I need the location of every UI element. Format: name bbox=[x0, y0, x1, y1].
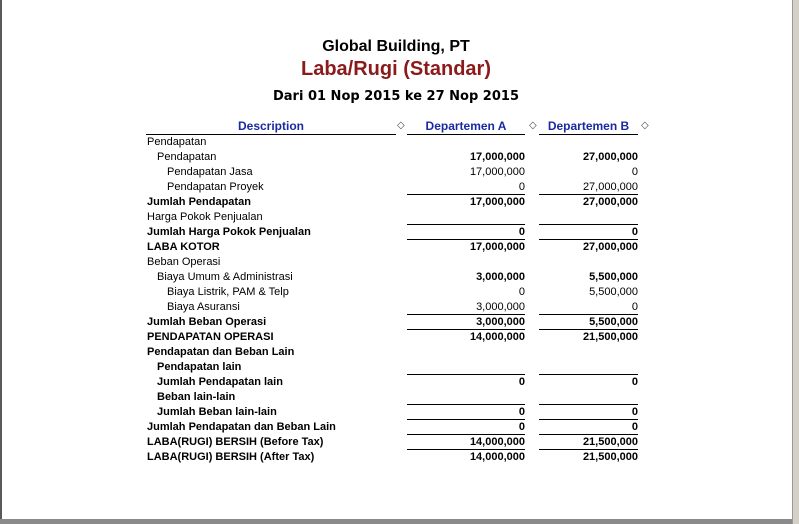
row-label: Pendapatan dan Beban Lain bbox=[147, 346, 295, 358]
value-departemen-a: 3,000,000 bbox=[476, 301, 525, 313]
value-departemen-a: 14,000,000 bbox=[469, 451, 525, 463]
report-row-laba-kotor bbox=[0, 240, 792, 255]
report-row-beban-lain-lain bbox=[0, 390, 792, 405]
row-label: LABA(RUGI) BERSIH (After Tax) bbox=[147, 451, 315, 463]
value-departemen-a: 14,000,000 bbox=[469, 436, 525, 448]
value-departemen-b: 27,000,000 bbox=[582, 181, 638, 193]
value-departemen-b: 0 bbox=[631, 166, 638, 178]
value-departemen-b: 0 bbox=[631, 421, 638, 433]
value-departemen-b: 21,500,000 bbox=[582, 451, 638, 463]
column-header-departemen-a[interactable]: Departemen A bbox=[407, 119, 525, 135]
report-row-pendapatan-proyek bbox=[0, 180, 792, 195]
value-departemen-a: 0 bbox=[518, 286, 525, 298]
sort-departemen-a-icon[interactable]: ◇ bbox=[529, 120, 537, 131]
report-row-pendapatan-jasa bbox=[0, 165, 792, 180]
value-departemen-b: 0 bbox=[631, 301, 638, 313]
value-departemen-b: 21,500,000 bbox=[582, 436, 638, 448]
value-departemen-a: 0 bbox=[518, 181, 525, 193]
report-row-biaya-umum bbox=[0, 270, 792, 285]
value-departemen-b: 27,000,000 bbox=[582, 196, 638, 208]
value-departemen-b: 27,000,000 bbox=[582, 241, 638, 253]
report-row-pendapatan bbox=[0, 150, 792, 165]
report-row-jumlah-pendapatan-beban-lain bbox=[0, 420, 792, 435]
value-departemen-a: 17,000,000 bbox=[469, 166, 525, 178]
row-label: Beban Operasi bbox=[147, 256, 221, 268]
value-departemen-b: 0 bbox=[631, 376, 638, 388]
report-row-pendapatan-group bbox=[0, 135, 792, 150]
value-departemen-a: 17,000,000 bbox=[469, 241, 525, 253]
row-label: LABA(RUGI) BERSIH (Before Tax) bbox=[147, 436, 324, 448]
row-label: Pendapatan Proyek bbox=[167, 181, 264, 193]
company-name: Global Building, PT bbox=[322, 38, 470, 55]
report-row-jumlah-pendapatan bbox=[0, 195, 792, 210]
row-label: Jumlah Harga Pokok Penjualan bbox=[147, 226, 311, 238]
sort-departemen-b-icon[interactable]: ◇ bbox=[641, 120, 649, 131]
value-departemen-b: 5,500,000 bbox=[589, 286, 638, 298]
row-label: Biaya Listrik, PAM & Telp bbox=[167, 286, 289, 298]
row-label: Biaya Asuransi bbox=[167, 301, 240, 313]
row-label: Pendapatan bbox=[147, 136, 207, 148]
report-row-jumlah-pendapatan-lain bbox=[0, 375, 792, 390]
value-departemen-a: 0 bbox=[518, 421, 525, 433]
report-row-jumlah-beban-lain-lain bbox=[0, 405, 792, 420]
window-border-bottom bbox=[0, 519, 792, 524]
column-header-departemen-b[interactable]: Departemen B bbox=[539, 119, 638, 135]
report-row-laba-bersih-before-tax bbox=[0, 435, 792, 450]
column-header-description[interactable]: Description bbox=[146, 119, 396, 135]
value-departemen-a: 0 bbox=[518, 226, 525, 238]
row-label: Pendapatan lain bbox=[157, 361, 242, 373]
value-departemen-a: 0 bbox=[518, 376, 525, 388]
row-label: Beban lain-lain bbox=[157, 391, 236, 403]
row-label: Jumlah Pendapatan dan Beban Lain bbox=[147, 421, 336, 433]
value-departemen-a: 3,000,000 bbox=[476, 316, 525, 328]
value-departemen-a: 3,000,000 bbox=[476, 271, 525, 283]
report-period: Dari 01 Nop 2015 ke 27 Nop 2015 bbox=[272, 89, 519, 104]
report-row-laba-bersih-after-tax bbox=[0, 450, 792, 465]
row-label: Pendapatan Jasa bbox=[167, 166, 253, 178]
row-label: Jumlah Pendapatan bbox=[147, 196, 251, 208]
report-row-biaya-listrik bbox=[0, 285, 792, 300]
value-departemen-a: 0 bbox=[518, 406, 525, 418]
report-row-hpp-group bbox=[0, 210, 792, 225]
report-row-pendapatan-operasi bbox=[0, 330, 792, 345]
value-departemen-a: 17,000,000 bbox=[469, 151, 525, 163]
row-label: LABA KOTOR bbox=[147, 241, 220, 253]
sort-description-icon[interactable]: ◇ bbox=[397, 120, 405, 131]
row-label: PENDAPATAN OPERASI bbox=[147, 331, 274, 343]
row-label: Jumlah Pendapatan lain bbox=[157, 376, 283, 388]
value-departemen-b: 0 bbox=[631, 226, 638, 238]
row-label: Jumlah Beban Operasi bbox=[147, 316, 267, 328]
report-row-pendapatan-beban-lain-group bbox=[0, 345, 792, 360]
value-departemen-b: 21,500,000 bbox=[582, 331, 638, 343]
row-label: Harga Pokok Penjualan bbox=[147, 211, 263, 223]
report-title: Laba/Rugi (Standar) bbox=[300, 58, 491, 80]
row-label: Pendapatan bbox=[157, 151, 217, 163]
value-departemen-b: 5,500,000 bbox=[589, 271, 638, 283]
window-border-right bbox=[792, 0, 799, 524]
report-row-beban-operasi-group bbox=[0, 255, 792, 270]
value-departemen-a: 14,000,000 bbox=[469, 331, 525, 343]
row-label: Biaya Umum & Administrasi bbox=[157, 271, 293, 283]
value-departemen-b: 5,500,000 bbox=[589, 316, 638, 328]
report-row-jumlah-hpp bbox=[0, 225, 792, 240]
report-row-jumlah-beban-operasi bbox=[0, 315, 792, 330]
report-row-biaya-asuransi bbox=[0, 300, 792, 315]
value-departemen-b: 27,000,000 bbox=[582, 151, 638, 163]
row-label: Jumlah Beban lain-lain bbox=[157, 406, 277, 418]
report-row-pendapatan-lain bbox=[0, 360, 792, 375]
value-departemen-b: 0 bbox=[631, 406, 638, 418]
value-departemen-a: 17,000,000 bbox=[469, 196, 525, 208]
